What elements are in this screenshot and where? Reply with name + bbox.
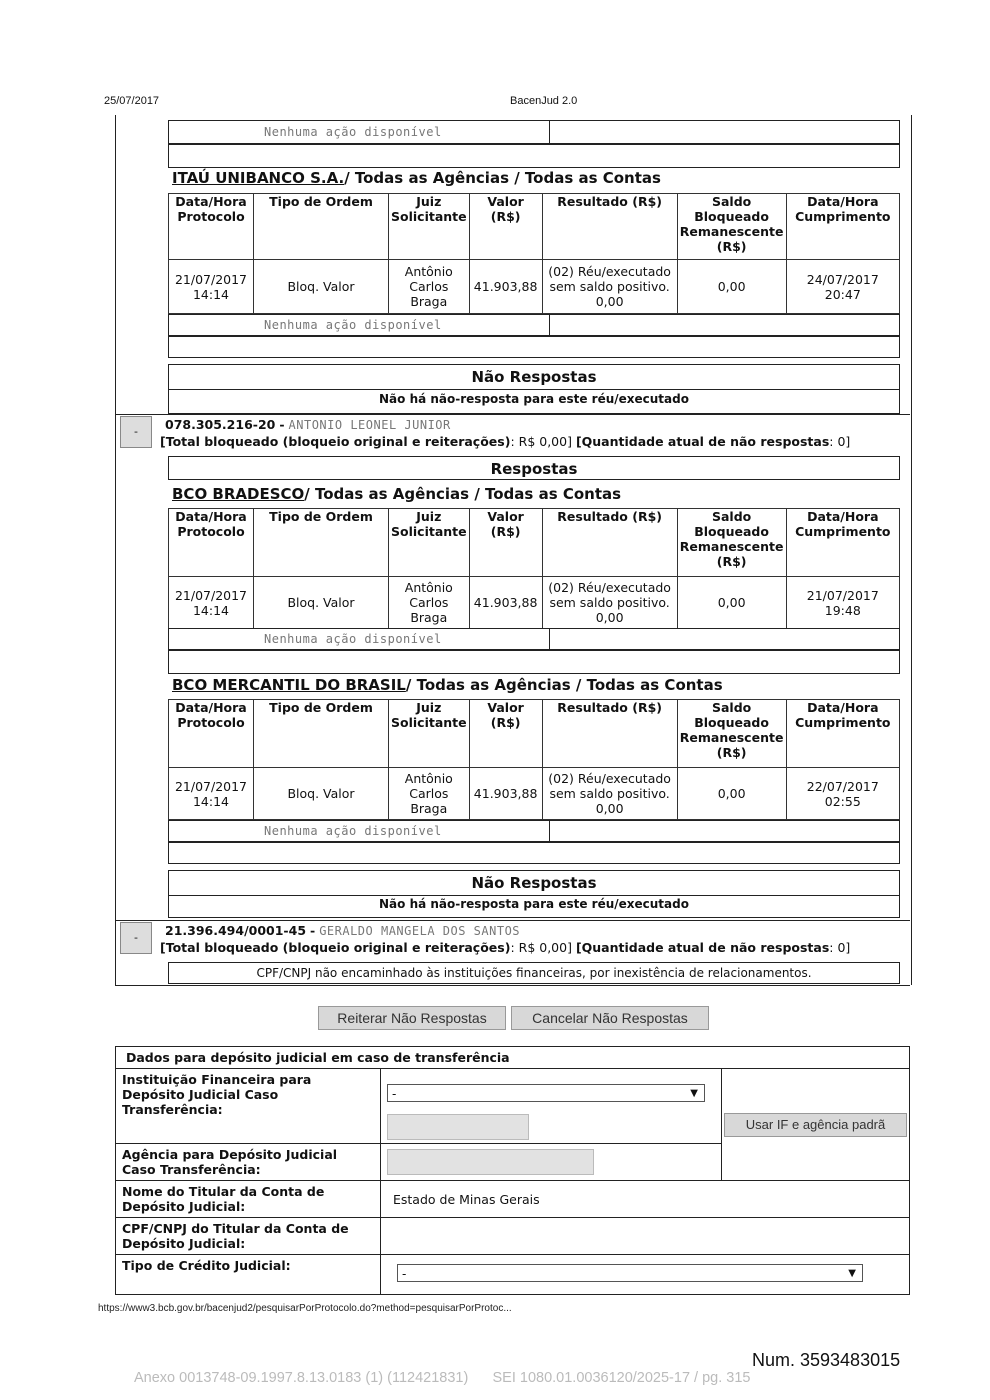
sei-stamp: Anexo 0013748-09.1997.8.13.0183 (1) (112421831) SEI 1080.01.0036120/2025-17 / pg. 315 <box>134 1370 751 1386</box>
page-url: https://www3.bcb.gov.br/bacenjud2/pesquisarPorProtocolo.do?method=pesquisarPorProtoc... <box>98 1303 512 1314</box>
cell-resultado: (02) Réu/executado sem saldo positivo. 0,00 <box>542 577 677 629</box>
cell-juiz: Antônio Carlos Braga <box>389 577 470 629</box>
usar-if-button[interactable]: Usar IF e agência padrã <box>724 1113 907 1137</box>
reu-2-name: GERALDO MANGELA DOS SANTOS <box>319 924 521 938</box>
cell-saldo: 0,00 <box>677 577 786 629</box>
cell-protocolo: 21/07/2017 14:14 <box>169 768 254 820</box>
cell-protocolo: 21/07/2017 14:14 <box>169 260 254 314</box>
print-title: BacenJud 2.0 <box>510 95 578 107</box>
no-action-text: Nenhuma ação disponível <box>264 824 442 838</box>
cell-protocolo: 21/07/2017 14:14 <box>169 577 254 629</box>
bank-title-mercantil: BCO MERCANTIL DO BRASIL/ Todas as Agências / Todas as Contas <box>172 676 723 694</box>
col-saldo: Saldo Bloqueado Remanescente (R$) <box>677 700 786 768</box>
col-resultado: Resultado (R$) <box>542 509 677 577</box>
cell-tipo: Bloq. Valor <box>254 577 389 629</box>
result-table-bradesco <box>168 508 900 629</box>
bank-title-bradesco: BCO BRADESCO/ Todas as Agências / Todas as Contas <box>172 485 622 503</box>
instituicao-label: Instituição Financeira para Depósito Judicial Caso Transferência: <box>116 1069 381 1144</box>
reu-1-totals: [Total bloqueado (bloqueio original e reiterações): R$ 0,00] [Quantidade atual de não respostas: 0] <box>160 434 851 449</box>
cpf-titular-label: CPF/CNPJ do Titular da Conta de Depósito Judicial: <box>116 1218 381 1255</box>
col-cumprimento: Data/Hora Cumprimento <box>786 700 899 768</box>
nao-respostas-text: Não há não-resposta para este réu/executado <box>379 897 689 911</box>
deposito-title: Dados para depósito judicial em caso de transferência <box>116 1047 910 1069</box>
result-table-mercantil <box>168 699 900 820</box>
cell-saldo: 0,00 <box>677 768 786 820</box>
nao-respostas-panel <box>168 364 900 414</box>
col-cumprimento: Data/Hora Cumprimento <box>786 194 899 260</box>
cell-resultado: (02) Réu/executado sem saldo positivo. 0,00 <box>542 768 677 820</box>
col-juiz: Juiz Solicitante <box>389 700 470 768</box>
col-protocolo: Data/Hora Protocolo <box>169 509 254 577</box>
col-tipo: Tipo de Ordem <box>254 194 389 260</box>
nao-respostas-text: Não há não-resposta para este réu/executado <box>379 392 689 406</box>
col-juiz: Juiz Solicitante <box>389 194 470 260</box>
titular-label: Nome do Titular da Conta de Depósito Judicial: <box>116 1181 381 1218</box>
remnant-row <box>168 120 900 144</box>
print-date: 25/07/2017 <box>104 95 160 107</box>
reu-1-doc: 078.305.216-20 <box>165 417 276 432</box>
col-tipo: Tipo de Ordem <box>254 700 389 768</box>
col-valor: Valor (R$) <box>469 509 542 577</box>
cell-cumprimento: 21/07/2017 19:48 <box>786 577 899 629</box>
bank-link-mercantil[interactable]: BCO MERCANTIL DO BRASIL <box>172 676 406 694</box>
cell-tipo: Bloq. Valor <box>254 260 389 314</box>
tipo-credito-select-value: - <box>402 1267 407 1281</box>
respostas-title: Respostas <box>490 460 578 478</box>
deposito-table <box>115 1046 910 1295</box>
no-action-text: Nenhuma ação disponível <box>264 318 442 332</box>
col-saldo: Saldo Bloqueado Remanescente (R$) <box>677 194 786 260</box>
frame-bottom <box>115 985 910 986</box>
tipo-credito-label: Tipo de Crédito Judicial: <box>116 1255 381 1295</box>
reu-2-doc: 21.396.494/0001-45 <box>165 923 307 938</box>
col-valor: Valor (R$) <box>469 700 542 768</box>
col-tipo: Tipo de Ordem <box>254 509 389 577</box>
collapse-toggle-reu-1[interactable]: - <box>120 416 152 448</box>
no-action-text: Nenhuma ação disponível <box>264 632 442 646</box>
instituicao-code-input[interactable] <box>387 1114 529 1140</box>
cancelar-button[interactable]: Cancelar Não Respostas <box>511 1006 709 1030</box>
col-protocolo: Data/Hora Protocolo <box>169 700 254 768</box>
reu-1-name: ANTONIO LEONEL JUNIOR <box>288 418 451 432</box>
cell-juiz: Antônio Carlos Braga <box>389 260 470 314</box>
reu-1-header: 078.305.216-20 - ANTONIO LEONEL JUNIOR <box>165 417 451 432</box>
instituicao-select[interactable] <box>387 1084 705 1102</box>
nao-respostas-title: Não Respostas <box>471 368 597 386</box>
cell-valor: 41.903,88 <box>469 577 542 629</box>
col-juiz: Juiz Solicitante <box>389 509 470 577</box>
bank-title-itau: ITAÚ UNIBANCO S.A./ Todas as Agências / Todas as Contas <box>172 169 661 187</box>
collapse-toggle-reu-2[interactable]: - <box>120 922 152 954</box>
col-protocolo: Data/Hora Protocolo <box>169 194 254 260</box>
chevron-down-icon: ▼ <box>690 1088 698 1099</box>
reiterar-button[interactable]: Reiterar Não Respostas <box>318 1006 506 1030</box>
document-number: Num. 3593483015 <box>752 1350 901 1370</box>
cell-valor: 41.903,88 <box>469 768 542 820</box>
col-saldo: Saldo Bloqueado Remanescente (R$) <box>677 509 786 577</box>
result-table-itau <box>168 193 900 314</box>
cell-valor: 41.903,88 <box>469 260 542 314</box>
col-valor: Valor (R$) <box>469 194 542 260</box>
cell-resultado: (02) Réu/executado sem saldo positivo. 0,00 <box>542 260 677 314</box>
nao-respostas-panel <box>168 870 900 918</box>
agencia-label: Agência para Depósito Judicial Caso Transferência: <box>116 1144 381 1181</box>
col-resultado: Resultado (R$) <box>542 700 677 768</box>
tipo-credito-select[interactable] <box>397 1264 863 1282</box>
bank-link-bradesco[interactable]: BCO BRADESCO <box>172 485 305 503</box>
col-cumprimento: Data/Hora Cumprimento <box>786 509 899 577</box>
titular-value: Estado de Minas Gerais <box>381 1181 910 1218</box>
reu-2-header: 21.396.494/0001-45 - GERALDO MANGELA DOS SANTOS <box>165 923 521 938</box>
col-resultado: Resultado (R$) <box>542 194 677 260</box>
cell-tipo: Bloq. Valor <box>254 768 389 820</box>
nao-respostas-title: Não Respostas <box>471 874 597 892</box>
cell-saldo: 0,00 <box>677 260 786 314</box>
cpf-titular-value <box>381 1218 910 1255</box>
cell-cumprimento: 22/07/2017 02:55 <box>786 768 899 820</box>
agencia-input[interactable] <box>387 1149 594 1175</box>
cell-juiz: Antônio Carlos Braga <box>389 768 470 820</box>
instituicao-select-value: - <box>392 1087 397 1101</box>
cpf-note: CPF/CNPJ não encaminhado às instituições financeiras, por inexistência de relacionamentos. <box>168 962 900 984</box>
chevron-down-icon: ▼ <box>848 1268 856 1279</box>
bank-link-itau[interactable]: ITAÚ UNIBANCO S.A. <box>172 169 345 187</box>
no-action-text: Nenhuma ação disponível <box>264 125 442 139</box>
cell-cumprimento: 24/07/2017 20:47 <box>786 260 899 314</box>
reu-2-totals: [Total bloqueado (bloqueio original e reiterações): R$ 0,00] [Quantidade atual de não respostas: 0] <box>160 940 851 955</box>
